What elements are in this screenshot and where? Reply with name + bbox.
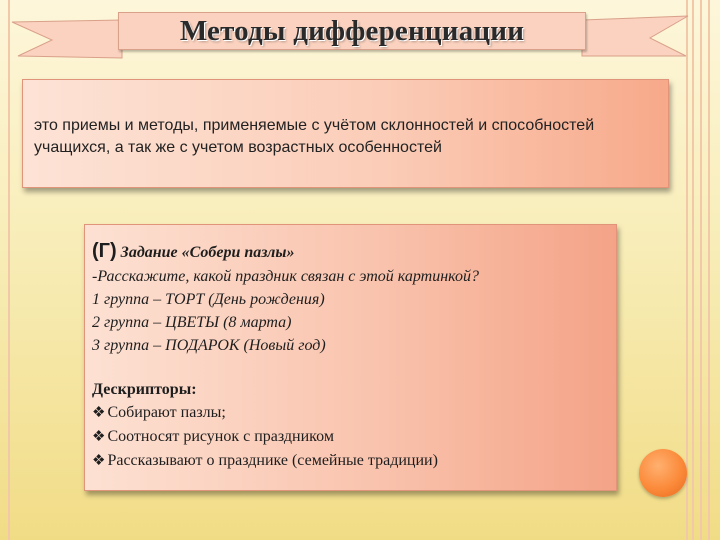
definition-box (22, 79, 669, 188)
decorative-side-lines (690, 0, 720, 540)
task-box (84, 224, 617, 491)
group-line: 3 группа – ПОДАРОК (Новый год) (92, 337, 326, 354)
descriptors-heading: Дескрипторы: (92, 381, 197, 398)
diamond-bullet-icon: ❖ (92, 453, 106, 469)
orange-circle-decoration (639, 449, 687, 497)
spacer (92, 357, 610, 379)
diamond-bullet-icon: ❖ (92, 429, 106, 445)
group-line: 2 группа – ЦВЕТЫ (8 марта) (92, 314, 292, 331)
diamond-bullet-icon: ❖ (92, 405, 106, 421)
descriptor-text: Соотносят рисунок с праздником (107, 428, 334, 445)
title-banner (118, 12, 586, 50)
task-name: Задание «Собери пазлы» (120, 244, 295, 261)
group-line: 1 группа – ТОРТ (День рождения) (92, 291, 325, 308)
descriptor-text: Рассказывают о празднике (семейные традиции) (107, 452, 438, 469)
descriptor-item (92, 425, 610, 449)
task-letter: (Г) (92, 240, 117, 262)
task-header (92, 239, 610, 265)
descriptor-text: Собирают пазлы; (107, 404, 226, 421)
definition-text: это приемы и методы, применяемые с учётом склонностей и способностей учащихся, а так же с учетом возрастных особенностей (34, 117, 595, 156)
slide-title: Методы дифференциации (179, 14, 525, 47)
descriptor-item (92, 401, 610, 425)
task-question: -Расскажите, какой праздник связан с этой картинкой? (92, 268, 480, 285)
descriptor-item (92, 449, 610, 473)
